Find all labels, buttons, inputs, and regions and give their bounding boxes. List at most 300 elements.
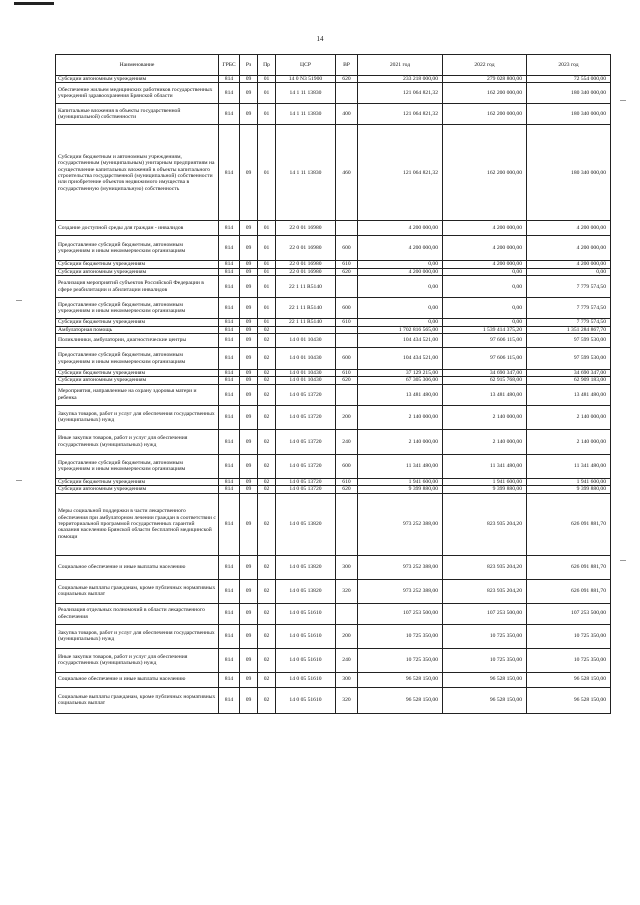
- row-2023: 13 481 480,00: [527, 384, 611, 405]
- row-2021: 96 528 150,00: [358, 687, 443, 713]
- row-name: Иные закупки товаров, работ и услуг для обеспечения государственных (муниципальных) нужд: [56, 648, 219, 672]
- row-rz: 09: [240, 319, 258, 326]
- row-vr: 610: [336, 478, 358, 485]
- row-csr: 14 0 05 51610: [276, 603, 336, 624]
- row-grbs: 814: [219, 276, 240, 298]
- row-name: Социальные выплаты гражданам, кроме публичных нормативных социальных выплат: [56, 687, 219, 713]
- row-vr: 400: [336, 104, 358, 125]
- row-pr: 01: [258, 319, 276, 326]
- row-grbs: 814: [219, 603, 240, 624]
- row-pr: 01: [258, 261, 276, 268]
- row-2022: 13 481 480,00: [443, 384, 527, 405]
- row-name: Иные закупки товаров, работ и услуг для обеспечения государственных (муниципальных) нужд: [56, 429, 219, 454]
- row-vr: [336, 326, 358, 333]
- row-csr: 14 0 05 51610: [276, 624, 336, 648]
- row-name: Мероприятия, направленные на охрану здоровья матери и ребенка: [56, 384, 219, 405]
- row-pr: 02: [258, 384, 276, 405]
- table-row: [56, 298, 611, 319]
- table-row: [56, 478, 611, 485]
- row-vr: 460: [336, 125, 358, 221]
- table-row: [56, 384, 611, 405]
- row-name: Субсидии автономным учреждениям: [56, 377, 219, 384]
- row-vr: 600: [336, 348, 358, 370]
- row-grbs: 814: [219, 76, 240, 83]
- row-2021: 67 305 306,00: [358, 377, 443, 384]
- row-2022: 1 539 414 375,20: [443, 326, 527, 333]
- row-rz: 09: [240, 648, 258, 672]
- row-rz: 09: [240, 298, 258, 319]
- row-rz: 09: [240, 104, 258, 125]
- row-2021: 0,00: [358, 298, 443, 319]
- row-pr: 01: [258, 83, 276, 104]
- row-grbs: 814: [219, 478, 240, 485]
- row-pr: 01: [258, 76, 276, 83]
- row-grbs: 814: [219, 334, 240, 348]
- row-2022: 0,00: [443, 298, 527, 319]
- row-2022: 62 915 768,00: [443, 377, 527, 384]
- row-vr: 620: [336, 377, 358, 384]
- row-2023: 10 725 350,00: [527, 624, 611, 648]
- row-2021: 121 064 821,32: [358, 104, 443, 125]
- row-name: Субсидии автономным учреждениям: [56, 486, 219, 493]
- row-pr: 02: [258, 493, 276, 555]
- row-csr: 14 0 05 13720: [276, 405, 336, 429]
- row-rz: 09: [240, 370, 258, 377]
- table-row: [56, 405, 611, 429]
- row-rz: 09: [240, 334, 258, 348]
- row-csr: 14 0 05 51610: [276, 672, 336, 687]
- row-name: Реализация мероприятий субъектов Российской Федерации в сфере реабилитации и абилитации инвалидов: [56, 276, 219, 298]
- row-pr: 01: [258, 125, 276, 221]
- row-pr: 02: [258, 370, 276, 377]
- row-rz: 09: [240, 405, 258, 429]
- row-2023: 2 140 000,00: [527, 429, 611, 454]
- row-name: Предоставление субсидий бюджетным, автономным учреждениям и иным некоммерческим организациям: [56, 298, 219, 319]
- row-2022: 2 140 000,00: [443, 429, 527, 454]
- row-2021: 2 140 000,00: [358, 405, 443, 429]
- row-2021: 0,00: [358, 319, 443, 326]
- row-grbs: 814: [219, 486, 240, 493]
- row-2022: 823 935 204,20: [443, 493, 527, 555]
- table-row: [56, 326, 611, 333]
- row-2022: 0,00: [443, 276, 527, 298]
- table-row: [56, 493, 611, 555]
- row-csr: 14 1 11 13830: [276, 104, 336, 125]
- row-2021: 121 064 821,32: [358, 83, 443, 104]
- row-pr: 01: [258, 104, 276, 125]
- row-grbs: 814: [219, 687, 240, 713]
- table-row: [56, 370, 611, 377]
- row-grbs: 814: [219, 384, 240, 405]
- table-row: [56, 261, 611, 268]
- row-2021: 233 218 000,00: [358, 76, 443, 83]
- row-csr: 14 0 01 10430: [276, 370, 336, 377]
- row-rz: 09: [240, 236, 258, 261]
- row-2023: 34 690 347,00: [527, 370, 611, 377]
- row-2021: 4 200 000,00: [358, 268, 443, 275]
- row-pr: 02: [258, 326, 276, 333]
- row-2022: 96 528 150,00: [443, 672, 527, 687]
- row-grbs: 814: [219, 624, 240, 648]
- row-grbs: 814: [219, 268, 240, 275]
- row-vr: [336, 334, 358, 348]
- table-row: [56, 76, 611, 83]
- row-vr: 620: [336, 268, 358, 275]
- row-rz: 09: [240, 326, 258, 333]
- table-row: [56, 221, 611, 236]
- row-csr: 22 0 01 16980: [276, 236, 336, 261]
- row-csr: 14 0 05 13720: [276, 486, 336, 493]
- row-2023: 4 200 000,00: [527, 236, 611, 261]
- row-rz: 09: [240, 687, 258, 713]
- col-header-grbs: ГРБС: [219, 55, 240, 76]
- row-2022: 4 200 000,00: [443, 221, 527, 236]
- row-2021: 10 725 350,00: [358, 648, 443, 672]
- table-row: [56, 579, 611, 603]
- table-row: [56, 348, 611, 370]
- table-header-row: [56, 55, 611, 76]
- row-pr: 02: [258, 429, 276, 454]
- row-grbs: 814: [219, 579, 240, 603]
- table-row: [56, 429, 611, 454]
- table-row: [56, 454, 611, 478]
- row-vr: 240: [336, 429, 358, 454]
- row-vr: [336, 384, 358, 405]
- row-rz: 09: [240, 83, 258, 104]
- row-csr: 22 0 01 16980: [276, 221, 336, 236]
- row-rz: 09: [240, 486, 258, 493]
- row-csr: 14 1 11 13830: [276, 83, 336, 104]
- col-header-rz: Рз: [240, 55, 258, 76]
- row-rz: 09: [240, 384, 258, 405]
- table-row: [56, 555, 611, 579]
- row-rz: 09: [240, 429, 258, 454]
- row-vr: 300: [336, 672, 358, 687]
- row-name: Предоставление субсидий бюджетным, автономным учреждениям и иным некоммерческим организациям: [56, 454, 219, 478]
- row-2021: 973 252 388,00: [358, 493, 443, 555]
- row-grbs: 814: [219, 83, 240, 104]
- row-name: Социальное обеспечение и иные выплаты населению: [56, 672, 219, 687]
- row-csr: 14 0 05 13820: [276, 555, 336, 579]
- row-csr: 22 1 11 R5140: [276, 319, 336, 326]
- row-name: Закупка товаров, работ и услуг для обеспечения государственных (муниципальных) нужд: [56, 405, 219, 429]
- row-pr: 02: [258, 672, 276, 687]
- scan-mark: [620, 100, 626, 101]
- col-header-2021: 2021 год: [358, 55, 443, 76]
- row-csr: 22 1 11 R5140: [276, 276, 336, 298]
- row-grbs: 814: [219, 405, 240, 429]
- row-2023: 0,00: [527, 268, 611, 275]
- scan-mark: [16, 480, 22, 481]
- row-grbs: 814: [219, 348, 240, 370]
- row-2021: 107 253 500,00: [358, 603, 443, 624]
- row-csr: 14 0 05 13820: [276, 493, 336, 555]
- row-2023: 7 779 574,50: [527, 319, 611, 326]
- row-2022: 9 399 880,00: [443, 486, 527, 493]
- table-row: [56, 603, 611, 624]
- row-name: Предоставление субсидий бюджетным, автономным учреждениям и иным некоммерческим организациям: [56, 236, 219, 261]
- row-2023: 9 399 880,00: [527, 486, 611, 493]
- row-2022: 10 725 350,00: [443, 648, 527, 672]
- table-body: [56, 76, 611, 714]
- row-grbs: 814: [219, 672, 240, 687]
- row-grbs: 814: [219, 236, 240, 261]
- row-rz: 09: [240, 125, 258, 221]
- row-vr: 600: [336, 236, 358, 261]
- row-csr: 22 0 01 16980: [276, 268, 336, 275]
- row-vr: 610: [336, 261, 358, 268]
- row-2022: 4 200 000,00: [443, 261, 527, 268]
- row-rz: 09: [240, 603, 258, 624]
- row-2022: 97 606 115,00: [443, 334, 527, 348]
- scan-artifact-bar: [14, 2, 54, 5]
- row-2023: 1 351 284 867,70: [527, 326, 611, 333]
- row-vr: 610: [336, 319, 358, 326]
- row-vr: [336, 276, 358, 298]
- table-row: [56, 486, 611, 493]
- row-2022: 0,00: [443, 268, 527, 275]
- row-2023: 72 554 000,00: [527, 76, 611, 83]
- table-row: [56, 104, 611, 125]
- row-name: Предоставление субсидий бюджетным, автономным учреждениям и иным некоммерческим организациям: [56, 348, 219, 370]
- row-2021: 37 129 215,00: [358, 370, 443, 377]
- row-rz: 09: [240, 76, 258, 83]
- table-row: [56, 672, 611, 687]
- row-2022: 1 941 600,00: [443, 478, 527, 485]
- row-csr: 22 1 11 R5140: [276, 298, 336, 319]
- row-name: Субсидии автономным учреждениям: [56, 268, 219, 275]
- row-name: Закупка товаров, работ и услуг для обеспечения государственных (муниципальных) нужд: [56, 624, 219, 648]
- row-rz: 09: [240, 493, 258, 555]
- row-csr: 14 0 05 13720: [276, 384, 336, 405]
- row-pr: 01: [258, 276, 276, 298]
- row-rz: 09: [240, 624, 258, 648]
- row-rz: 09: [240, 672, 258, 687]
- row-csr: 14 0 01 10430: [276, 377, 336, 384]
- row-2023: 7 779 574,50: [527, 298, 611, 319]
- row-pr: 01: [258, 221, 276, 236]
- row-2023: 7 779 574,50: [527, 276, 611, 298]
- row-name: Капитальные вложения в объекты государственной (муниципальной) собственности: [56, 104, 219, 125]
- row-grbs: 814: [219, 221, 240, 236]
- row-name: Субсидии бюджетным учреждениям: [56, 261, 219, 268]
- row-pr: 02: [258, 555, 276, 579]
- row-2022: 162 200 000,00: [443, 83, 527, 104]
- row-2023: 4 200 000,00: [527, 261, 611, 268]
- row-grbs: 814: [219, 648, 240, 672]
- row-grbs: 814: [219, 555, 240, 579]
- table-row: [56, 268, 611, 275]
- row-2021: 104 434 521,00: [358, 334, 443, 348]
- table-row: [56, 83, 611, 104]
- row-rz: 09: [240, 579, 258, 603]
- row-name: Субсидии бюджетным учреждениям: [56, 478, 219, 485]
- row-2022: 107 253 500,00: [443, 603, 527, 624]
- row-2021: 104 434 521,00: [358, 348, 443, 370]
- row-vr: 300: [336, 555, 358, 579]
- row-rz: 09: [240, 377, 258, 384]
- row-pr: 02: [258, 687, 276, 713]
- row-2022: 11 341 480,00: [443, 454, 527, 478]
- row-2023: 180 340 000,00: [527, 125, 611, 221]
- row-2022: 34 690 347,00: [443, 370, 527, 377]
- table-row: [56, 624, 611, 648]
- row-name: Реализация отдельных полномочий в области лекарственного обеспечения: [56, 603, 219, 624]
- table-row: [56, 236, 611, 261]
- row-rz: 09: [240, 555, 258, 579]
- row-grbs: 814: [219, 298, 240, 319]
- row-2021: 973 252 388,00: [358, 579, 443, 603]
- row-pr: 02: [258, 579, 276, 603]
- row-2022: 823 935 204,20: [443, 579, 527, 603]
- row-pr: 02: [258, 377, 276, 384]
- row-2021: 1 941 600,00: [358, 478, 443, 485]
- row-csr: 14 0 05 51610: [276, 687, 336, 713]
- col-header-csr: ЦСР: [276, 55, 336, 76]
- row-2022: 162 200 000,00: [443, 104, 527, 125]
- row-name: Субсидии бюджетным и автономным учреждениям, государственным (муниципальным) унитарным предприятиям на осуществление капитальных вложений в объекты капитального строительства государственной (муниципальной) собственности или приобретение объектов недвижимого имущества в государственную (муниципальную) собственность: [56, 125, 219, 221]
- row-vr: [336, 493, 358, 555]
- row-pr: 02: [258, 348, 276, 370]
- row-2021: 0,00: [358, 276, 443, 298]
- row-2023: 97 599 530,00: [527, 334, 611, 348]
- row-2022: 97 606 115,00: [443, 348, 527, 370]
- col-header-pr: Пр: [258, 55, 276, 76]
- table-row: [56, 276, 611, 298]
- row-2021: 121 064 821,32: [358, 125, 443, 221]
- table-row: [56, 648, 611, 672]
- col-header-vr: ВР: [336, 55, 358, 76]
- row-2021: 973 252 388,00: [358, 555, 443, 579]
- row-2022: 4 200 000,00: [443, 236, 527, 261]
- row-csr: 14 0 05 13720: [276, 429, 336, 454]
- row-vr: 620: [336, 76, 358, 83]
- table-row: [56, 377, 611, 384]
- row-2021: 0,00: [358, 261, 443, 268]
- row-2021: 10 725 350,00: [358, 624, 443, 648]
- row-grbs: 814: [219, 319, 240, 326]
- row-name: Субсидии бюджетным учреждениям: [56, 319, 219, 326]
- row-vr: 620: [336, 486, 358, 493]
- row-2023: 626 091 881,70: [527, 493, 611, 555]
- scan-mark: [16, 300, 22, 301]
- row-2023: 4 200 000,00: [527, 221, 611, 236]
- row-csr: 14 0 05 13820: [276, 579, 336, 603]
- row-csr: 14 0 05 13720: [276, 454, 336, 478]
- row-2023: 96 528 150,00: [527, 687, 611, 713]
- row-rz: 09: [240, 221, 258, 236]
- row-grbs: 814: [219, 370, 240, 377]
- row-2022: 96 528 150,00: [443, 687, 527, 713]
- row-rz: 09: [240, 276, 258, 298]
- row-2022: 10 725 350,00: [443, 624, 527, 648]
- row-grbs: 814: [219, 454, 240, 478]
- row-pr: 02: [258, 454, 276, 478]
- row-2021: 2 140 000,00: [358, 429, 443, 454]
- col-header-name: Наименование: [56, 55, 219, 76]
- row-name: Обеспечение жильем медицинских работников государственных учреждений здравоохранения Брянской области: [56, 83, 219, 104]
- col-header-2023: 2023 год: [527, 55, 611, 76]
- row-pr: 01: [258, 268, 276, 275]
- row-grbs: 814: [219, 377, 240, 384]
- row-csr: 14 0 01 10430: [276, 348, 336, 370]
- table-row: [56, 125, 611, 221]
- row-2022: 279 028 800,00: [443, 76, 527, 83]
- page-number: 14: [316, 35, 324, 43]
- row-pr: 02: [258, 648, 276, 672]
- row-rz: 09: [240, 478, 258, 485]
- row-2021: 4 200 000,00: [358, 221, 443, 236]
- row-2021: 11 341 480,00: [358, 454, 443, 478]
- row-2021: 96 528 150,00: [358, 672, 443, 687]
- col-header-2022: 2022 год: [443, 55, 527, 76]
- row-2021: 9 399 880,00: [358, 486, 443, 493]
- row-2023: 96 528 150,00: [527, 672, 611, 687]
- row-csr: 22 0 01 16980: [276, 261, 336, 268]
- row-name: Субсидии бюджетным учреждениям: [56, 370, 219, 377]
- row-2021: 4 200 000,00: [358, 236, 443, 261]
- row-name: Социальные выплаты гражданам, кроме публичных нормативных социальных выплат: [56, 579, 219, 603]
- table-row: [56, 687, 611, 713]
- row-pr: 02: [258, 405, 276, 429]
- row-2023: 626 091 881,70: [527, 579, 611, 603]
- row-rz: 09: [240, 454, 258, 478]
- row-2021: 1 702 816 565,00: [358, 326, 443, 333]
- row-rz: 09: [240, 348, 258, 370]
- row-name: Создание доступной среды для граждан - инвалидов: [56, 221, 219, 236]
- row-pr: 02: [258, 486, 276, 493]
- row-2021: 13 481 480,00: [358, 384, 443, 405]
- row-vr: 610: [336, 370, 358, 377]
- row-pr: 02: [258, 334, 276, 348]
- row-grbs: 814: [219, 493, 240, 555]
- row-2023: 107 253 500,00: [527, 603, 611, 624]
- row-grbs: 814: [219, 125, 240, 221]
- row-2023: 2 140 000,00: [527, 405, 611, 429]
- row-vr: 200: [336, 624, 358, 648]
- row-rz: 09: [240, 268, 258, 275]
- row-vr: 320: [336, 579, 358, 603]
- row-2023: 180 340 000,00: [527, 83, 611, 104]
- row-vr: 600: [336, 454, 358, 478]
- row-name: Поликлиники, амбулатории, диагностические центры: [56, 334, 219, 348]
- row-vr: [336, 603, 358, 624]
- row-2023: 1 941 600,00: [527, 478, 611, 485]
- row-csr: 14 1 11 13830: [276, 125, 336, 221]
- row-vr: [336, 221, 358, 236]
- row-2022: 162 200 000,00: [443, 125, 527, 221]
- row-pr: 02: [258, 603, 276, 624]
- row-2022: 0,00: [443, 319, 527, 326]
- row-csr: [276, 326, 336, 333]
- row-csr: 14 0 05 51610: [276, 648, 336, 672]
- row-2023: 97 599 530,00: [527, 348, 611, 370]
- row-vr: [336, 83, 358, 104]
- row-vr: 240: [336, 648, 358, 672]
- row-name: Субсидии автономным учреждениям: [56, 76, 219, 83]
- row-rz: 09: [240, 261, 258, 268]
- row-2023: 62 909 183,00: [527, 377, 611, 384]
- row-vr: 600: [336, 298, 358, 319]
- row-pr: 02: [258, 624, 276, 648]
- row-grbs: 814: [219, 104, 240, 125]
- row-csr: 14 0 N3 51900: [276, 76, 336, 83]
- row-pr: 02: [258, 478, 276, 485]
- scan-mark: [620, 560, 626, 561]
- row-2023: 11 341 480,00: [527, 454, 611, 478]
- row-vr: 200: [336, 405, 358, 429]
- row-pr: 01: [258, 236, 276, 261]
